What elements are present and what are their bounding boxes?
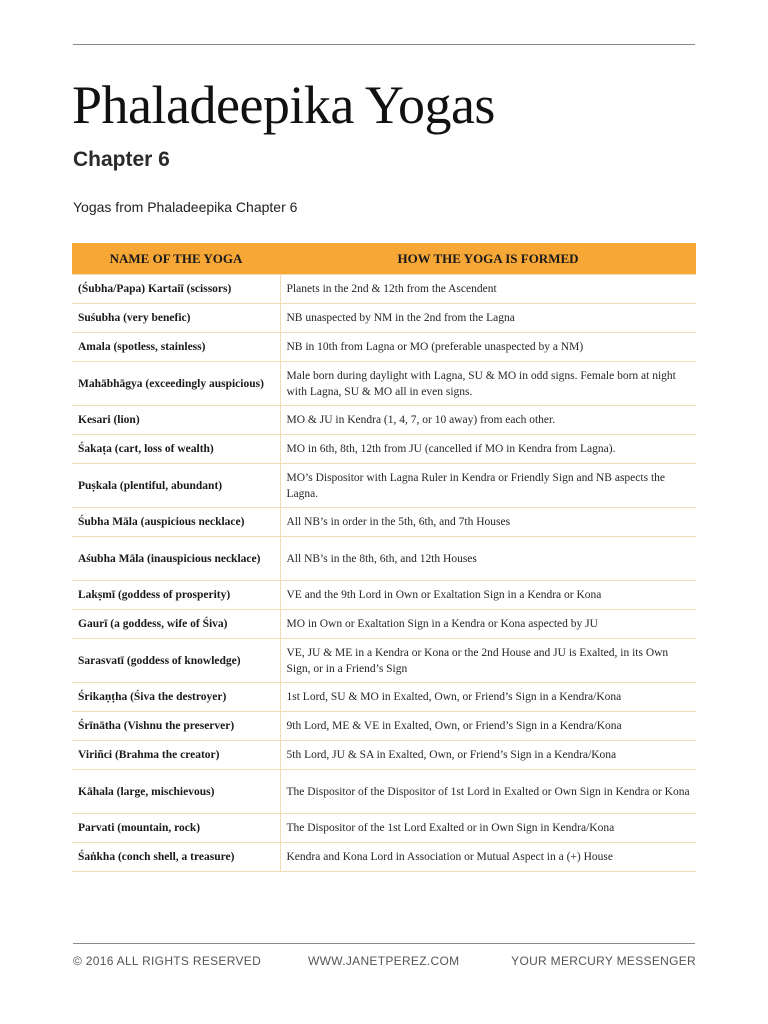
table-header-row bbox=[72, 243, 696, 275]
yoga-name: Lakṣmī (goddess of prosperity) bbox=[72, 581, 280, 610]
yoga-formation: The Dispositor of the Dispositor of 1st Lord in Exalted or Own Sign in Kendra or Kona bbox=[280, 770, 696, 814]
yoga-name: Suśubha (very benefic) bbox=[72, 304, 280, 333]
footer-website: WWW.JANETPEREZ.COM bbox=[308, 954, 460, 968]
table-row bbox=[72, 843, 696, 872]
yoga-formation: MO in Own or Exaltation Sign in a Kendra or Kona aspected by JU bbox=[280, 610, 696, 639]
yoga-name: Mahābhāgya (exceedingly auspicious) bbox=[72, 362, 280, 406]
yoga-name: Gaurī (a goddess, wife of Śiva) bbox=[72, 610, 280, 639]
table-row bbox=[72, 639, 696, 683]
top-rule bbox=[73, 44, 695, 45]
table-row bbox=[72, 537, 696, 581]
yoga-name: Kāhala (large, mischievous) bbox=[72, 770, 280, 814]
table-row bbox=[72, 275, 696, 304]
yoga-name: Sarasvatī (goddess of knowledge) bbox=[72, 639, 280, 683]
yoga-name: Puṣkala (plentiful, abundant) bbox=[72, 464, 280, 508]
yoga-formation: All NB’s in the 8th, 6th, and 12th Houses bbox=[280, 537, 696, 581]
table-row bbox=[72, 464, 696, 508]
table-row bbox=[72, 362, 696, 406]
yoga-formation: The Dispositor of the 1st Lord Exalted or in Own Sign in Kendra/Kona bbox=[280, 814, 696, 843]
yoga-name: Kesari (lion) bbox=[72, 406, 280, 435]
chapter-heading: Chapter 6 bbox=[73, 148, 170, 171]
footer-copyright: © 2016 ALL RIGHTS RESERVED bbox=[73, 954, 262, 968]
yoga-name: Śaṅkha (conch shell, a treasure) bbox=[72, 843, 280, 872]
column-header-formation: HOW THE YOGA IS FORMED bbox=[280, 243, 696, 275]
yoga-formation: MO in 6th, 8th, 12th from JU (cancelled if MO in Kendra from Lagna). bbox=[280, 435, 696, 464]
yoga-name: Śakaṭa (cart, loss of wealth) bbox=[72, 435, 280, 464]
yoga-formation: 9th Lord, ME & VE in Exalted, Own, or Friend’s Sign in a Kendra/Kona bbox=[280, 712, 696, 741]
yoga-formation: NB in 10th from Lagna or MO (preferable unaspected by a NM) bbox=[280, 333, 696, 362]
table-row bbox=[72, 581, 696, 610]
table-row bbox=[72, 435, 696, 464]
yoga-formation: VE, JU & ME in a Kendra or Kona or the 2nd House and JU is Exalted, in its Own Sign, or in a Friend’s Sign bbox=[280, 639, 696, 683]
yoga-formation: All NB’s in order in the 5th, 6th, and 7th Houses bbox=[280, 508, 696, 537]
table-row bbox=[72, 333, 696, 362]
yoga-name: Viriñci (Brahma the creator) bbox=[72, 741, 280, 770]
yoga-formation: MO’s Dispositor with Lagna Ruler in Kendra or Friendly Sign and NB aspects the Lagna. bbox=[280, 464, 696, 508]
yoga-name: Śubha Māla (auspicious necklace) bbox=[72, 508, 280, 537]
yoga-formation: Male born during daylight with Lagna, SU & MO in odd signs. Female born at night with Lagna, SU & MO all in even signs. bbox=[280, 362, 696, 406]
table-row bbox=[72, 304, 696, 333]
yoga-formation: VE and the 9th Lord in Own or Exaltation Sign in a Kendra or Kona bbox=[280, 581, 696, 610]
yoga-name: Amala (spotless, stainless) bbox=[72, 333, 280, 362]
yoga-formation: 1st Lord, SU & MO in Exalted, Own, or Friend’s Sign in a Kendra/Kona bbox=[280, 683, 696, 712]
yoga-table bbox=[72, 243, 696, 872]
table-row bbox=[72, 406, 696, 435]
table-row bbox=[72, 610, 696, 639]
bottom-rule bbox=[73, 943, 695, 944]
table-row bbox=[72, 741, 696, 770]
yoga-name: Parvati (mountain, rock) bbox=[72, 814, 280, 843]
yoga-formation: Kendra and Kona Lord in Association or Mutual Aspect in a (+) House bbox=[280, 843, 696, 872]
yoga-name: Aśubha Māla (inauspicious necklace) bbox=[72, 537, 280, 581]
table-row bbox=[72, 770, 696, 814]
yoga-formation: 5th Lord, JU & SA in Exalted, Own, or Friend’s Sign in a Kendra/Kona bbox=[280, 741, 696, 770]
yoga-name: Śrikaṇṭha (Śiva the destroyer) bbox=[72, 683, 280, 712]
yoga-formation: NB unaspected by NM in the 2nd from the Lagna bbox=[280, 304, 696, 333]
yoga-name: (Śubha/Papa) Kartaiī (scissors) bbox=[72, 275, 280, 304]
yoga-formation: Planets in the 2nd & 12th from the Ascendent bbox=[280, 275, 696, 304]
column-header-name: NAME OF THE YOGA bbox=[72, 243, 280, 275]
footer-tagline: YOUR MERCURY MESSENGER bbox=[511, 954, 696, 968]
yoga-formation: MO & JU in Kendra (1, 4, 7, or 10 away) from each other. bbox=[280, 406, 696, 435]
table-row bbox=[72, 814, 696, 843]
page-subtitle: Yogas from Phaladeepika Chapter 6 bbox=[73, 199, 298, 215]
yoga-name: Śrīnātha (Vishnu the preserver) bbox=[72, 712, 280, 741]
page-title: Phaladeepika Yogas bbox=[72, 75, 495, 135]
table-row bbox=[72, 712, 696, 741]
table-row bbox=[72, 508, 696, 537]
table-row bbox=[72, 683, 696, 712]
